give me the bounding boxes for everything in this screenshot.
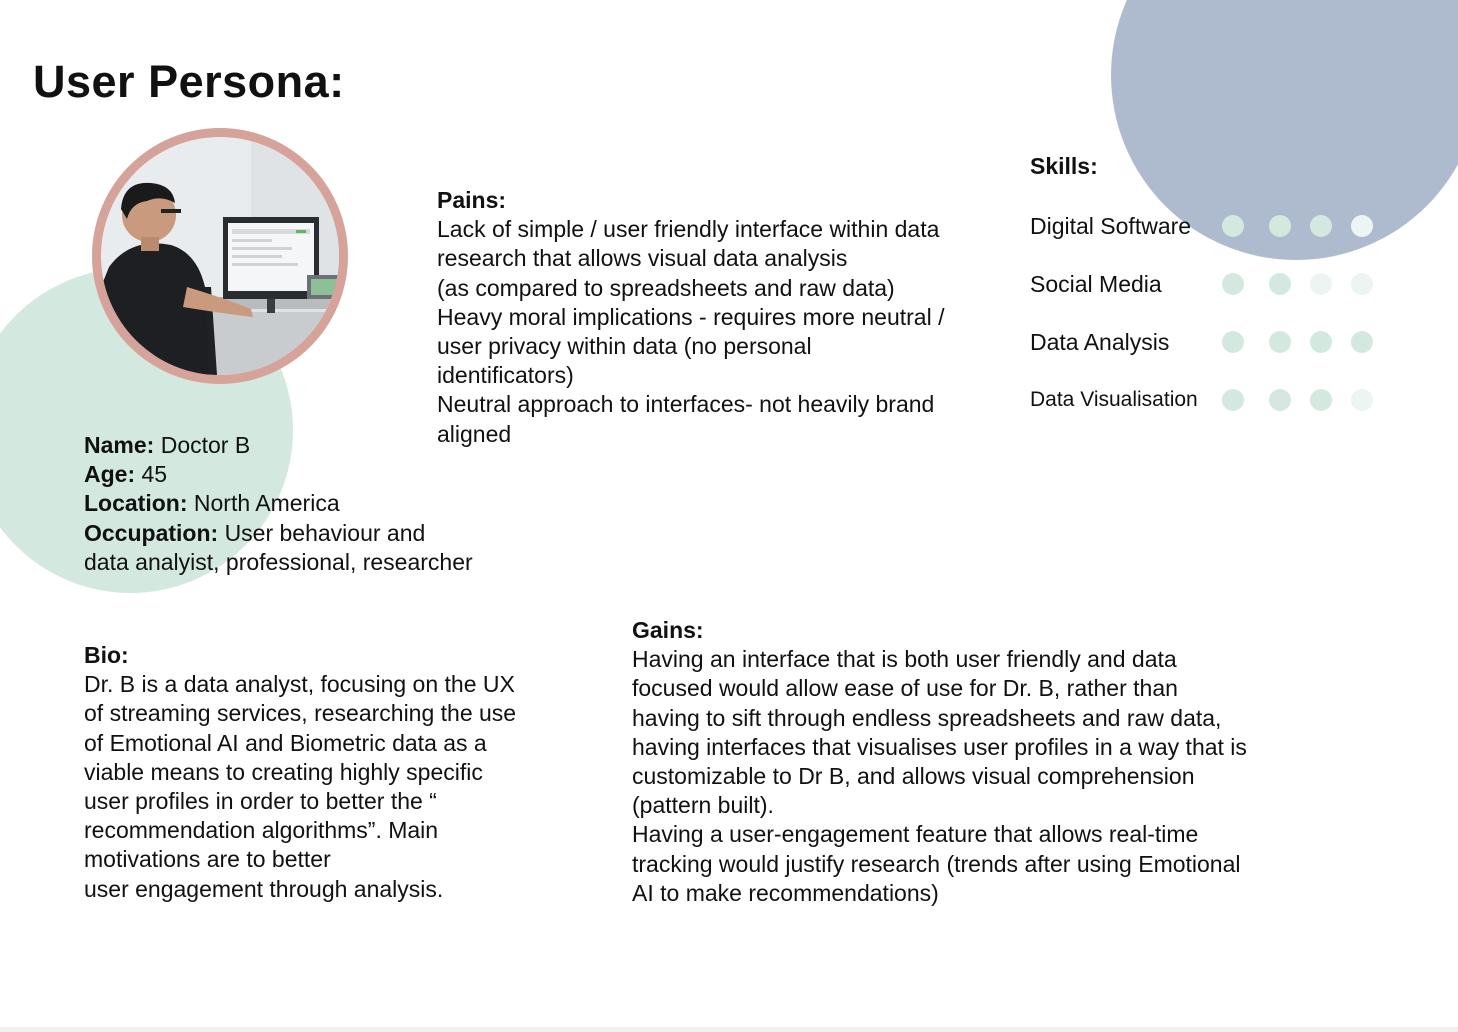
pains-line: identificators) [437, 362, 574, 389]
skill-dot [1222, 389, 1244, 411]
gains-line: having interfaces that visualises user profiles in a way that is [632, 733, 1247, 760]
skill-dot [1269, 389, 1291, 411]
bio-line: motivations are to better [84, 846, 331, 873]
skill-row-digital-software [1030, 210, 1390, 242]
skill-row-data-visualisation [1030, 384, 1390, 416]
skill-dot [1351, 215, 1373, 237]
age-line [84, 460, 524, 489]
occupation-label: Occupation: [84, 519, 219, 546]
skill-dot [1310, 215, 1332, 237]
gains-heading: Gains: [632, 617, 704, 643]
pains-line: (as compared to spreadsheets and raw data) [437, 274, 895, 301]
persona-info [84, 431, 524, 577]
skill-row-data-analysis [1030, 326, 1390, 358]
skill-dot [1351, 331, 1373, 353]
skill-label: Data Analysis [1030, 329, 1170, 355]
skill-dot [1269, 273, 1291, 295]
skill-dot [1351, 389, 1373, 411]
pains-line: Lack of simple / user friendly interface within data [437, 216, 940, 243]
skill-dot [1310, 273, 1332, 295]
pains-line: user privacy within data (no personal [437, 333, 812, 360]
name-label: Name: [84, 432, 155, 458]
bio-line: viable means to creating highly specific [84, 758, 483, 785]
location-line [84, 489, 524, 518]
skills-heading: Skills: [1030, 153, 1098, 179]
location-label: Location: [84, 490, 188, 517]
persona-photo [101, 137, 339, 375]
occupation-value: User behaviour and [224, 519, 426, 546]
bio-line: user profiles in order to better the “ [84, 788, 437, 815]
gains-section [632, 616, 1312, 908]
gains-line: Having a user-engagement feature that allows real-time [632, 821, 1199, 848]
pains-section [437, 186, 997, 449]
skill-dot [1222, 273, 1244, 295]
skill-row-social-media [1030, 268, 1390, 300]
name-line [84, 431, 524, 460]
pains-heading: Pains: [437, 187, 507, 213]
bio-heading: Bio: [84, 642, 129, 668]
persona-photo-illustration [101, 137, 339, 375]
pains-line: aligned [437, 420, 512, 447]
bio-line: of Emotional AI and Biometric data as a [84, 729, 487, 756]
pains-line: Neutral approach to interfaces- not heavily brand [437, 391, 935, 418]
bio-line: recommendation algorithms”. Main [84, 817, 439, 844]
gains-line: customizable to Dr B, and allows visual comprehension [632, 763, 1195, 790]
skill-dot [1269, 331, 1291, 353]
skill-dot [1222, 215, 1244, 237]
skill-dot [1351, 273, 1373, 295]
age-value: 45 [141, 461, 168, 488]
name-value: Doctor B [160, 432, 251, 458]
skill-label: Data Visualisation [1030, 388, 1198, 411]
skill-dot [1222, 331, 1244, 353]
skill-dot [1310, 331, 1332, 353]
bio-section [84, 641, 554, 904]
skill-dot [1269, 215, 1291, 237]
bio-line: user engagement through analysis. [84, 875, 444, 902]
gains-line: tracking would justify research (trends after using Emotional [632, 850, 1241, 877]
bio-line: Dr. B is a data analyst, focusing on the UX [84, 671, 515, 698]
skill-label: Social Media [1030, 271, 1162, 297]
skill-label: Digital Software [1030, 213, 1192, 239]
pains-line: research that allows visual data analysis [437, 245, 848, 272]
occupation-value-continued: data analyist, professional, researcher [84, 548, 473, 575]
gains-line: focused would allow ease of use for Dr. B, rather than [632, 675, 1178, 702]
page-title: User Persona: [33, 56, 345, 107]
location-value: North America [193, 490, 340, 517]
bottom-divider [0, 1027, 1458, 1032]
occupation-line [84, 519, 524, 548]
pains-line: Heavy moral implications - requires more neutral / [437, 303, 945, 330]
gains-line: (pattern built). [632, 792, 774, 819]
age-label: Age: [84, 461, 136, 488]
gains-line: Having an interface that is both user friendly and data [632, 646, 1177, 673]
persona-photo-frame [92, 128, 348, 384]
skill-dot [1310, 389, 1332, 411]
gains-line: AI to make recommendations) [632, 879, 939, 906]
bio-line: of streaming services, researching the use [84, 700, 517, 727]
gains-line: having to sift through endless spreadsheets and raw data, [632, 704, 1222, 731]
